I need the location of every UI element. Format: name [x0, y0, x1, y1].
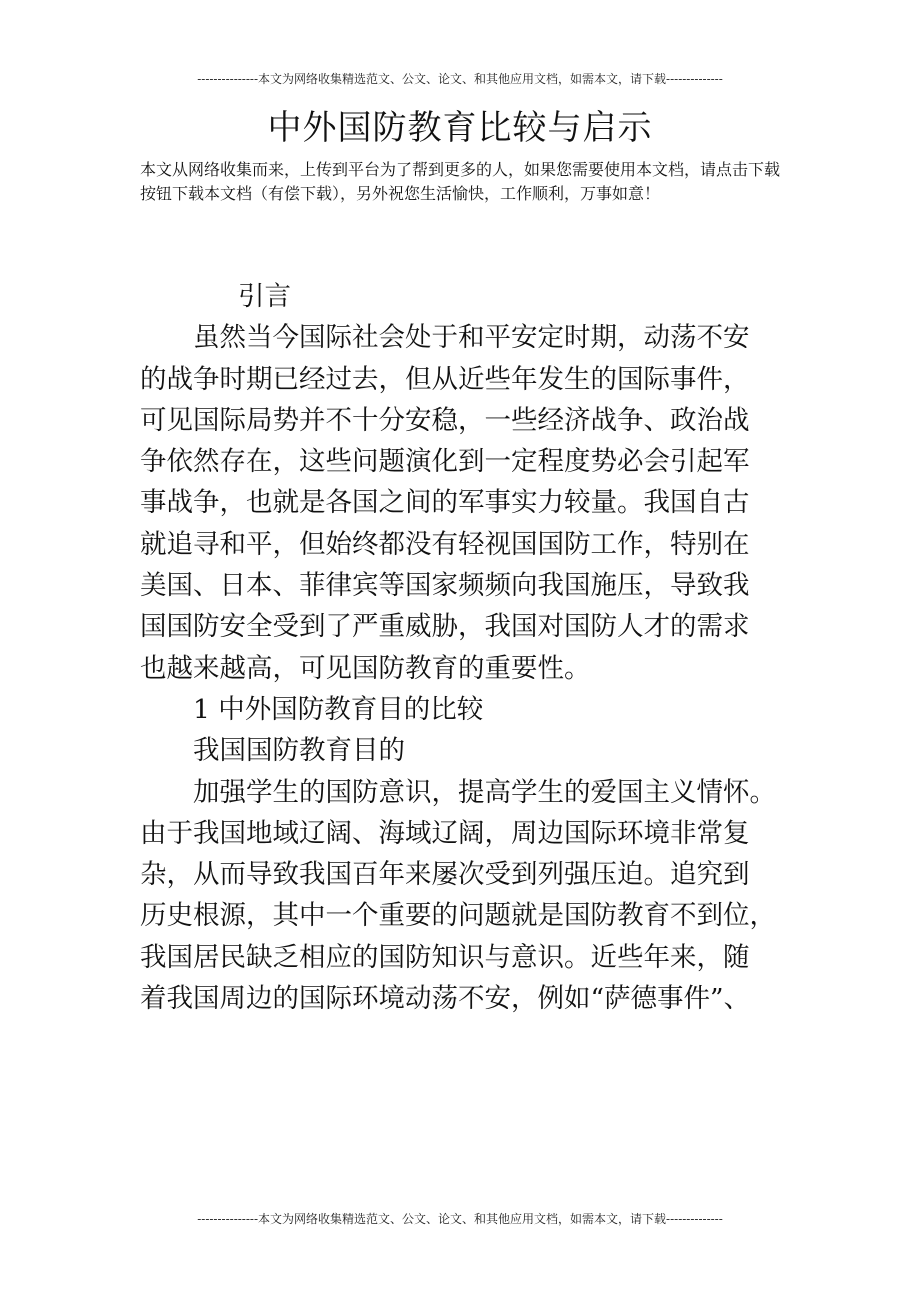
preface-section: [140, 276, 784, 1019]
paragraph-line: 可见国际局势并不十分安稳，一些经济战争、政治战: [140, 404, 750, 436]
preface-heading: 引言: [238, 281, 291, 312]
page-header: ---------------本文为网络收集精选范文、公文、论文、和其他应用文档，如需本文，请下载--------------: [197, 72, 723, 86]
paragraph-line: 也越来越高，可见国防教育的重要性。: [140, 652, 591, 684]
paragraph-line: 的战争时期已经过去，但从近些年发生的国际事件，: [140, 363, 750, 395]
paragraph-line: 美国、日本、菲律宾等国家频频向我国施压，导致我: [140, 570, 750, 602]
document-title: 中外国防教育比较与启示: [267, 108, 653, 148]
intro-notice: 本文从网络收集而来，上传到平台为了帮到更多的人，如果您需要使用本文档，请点击下载按钮下载本文档（有偿下载），另外祝您生活愉快，工作顺利，万事如意！: [140, 160, 781, 203]
paragraph-line: 事战争，也就是各国之间的军事实力较量。我国自古: [140, 487, 750, 519]
paragraph-line: 国国防安全受到了严重威胁，我国对国防人才的需求: [140, 611, 750, 643]
paragraph-line: 历史根源，其中一个重要的问题就是国防教育不到位，: [140, 900, 776, 932]
section-heading: 1 中外国防教育目的比较: [193, 693, 484, 725]
paragraph-line: 我国居民缺乏相应的国防知识与意识。近些年来，随: [140, 941, 750, 973]
paragraph-line: 着我国周边的国际环境动荡不安，例如“萨德事件”、: [140, 983, 751, 1015]
page-footer: ---------------本文为网络收集精选范文、公文、论文、和其他应用文档，如需本文，请下载--------------: [197, 1212, 723, 1226]
paragraph-line: 就追寻和平，但始终都没有轻视国国防工作，特别在: [140, 528, 750, 560]
paragraph-line: 由于我国地域辽阔、海域辽阔，周边国际环境非常复: [140, 817, 750, 849]
subsection-heading: 我国国防教育目的: [193, 735, 405, 767]
paragraph-line: 加强学生的国防意识，提高学生的爱国主义情怀。: [193, 776, 776, 808]
paragraph-line: 虽然当今国际社会处于和平安定时期，动荡不安: [193, 322, 750, 354]
paragraph-line: 争依然存在，这些问题演化到一定程度势必会引起军: [140, 446, 750, 478]
paragraph-line: 杂，从而导致我国百年来屡次受到列强压迫。追究到: [140, 859, 750, 891]
